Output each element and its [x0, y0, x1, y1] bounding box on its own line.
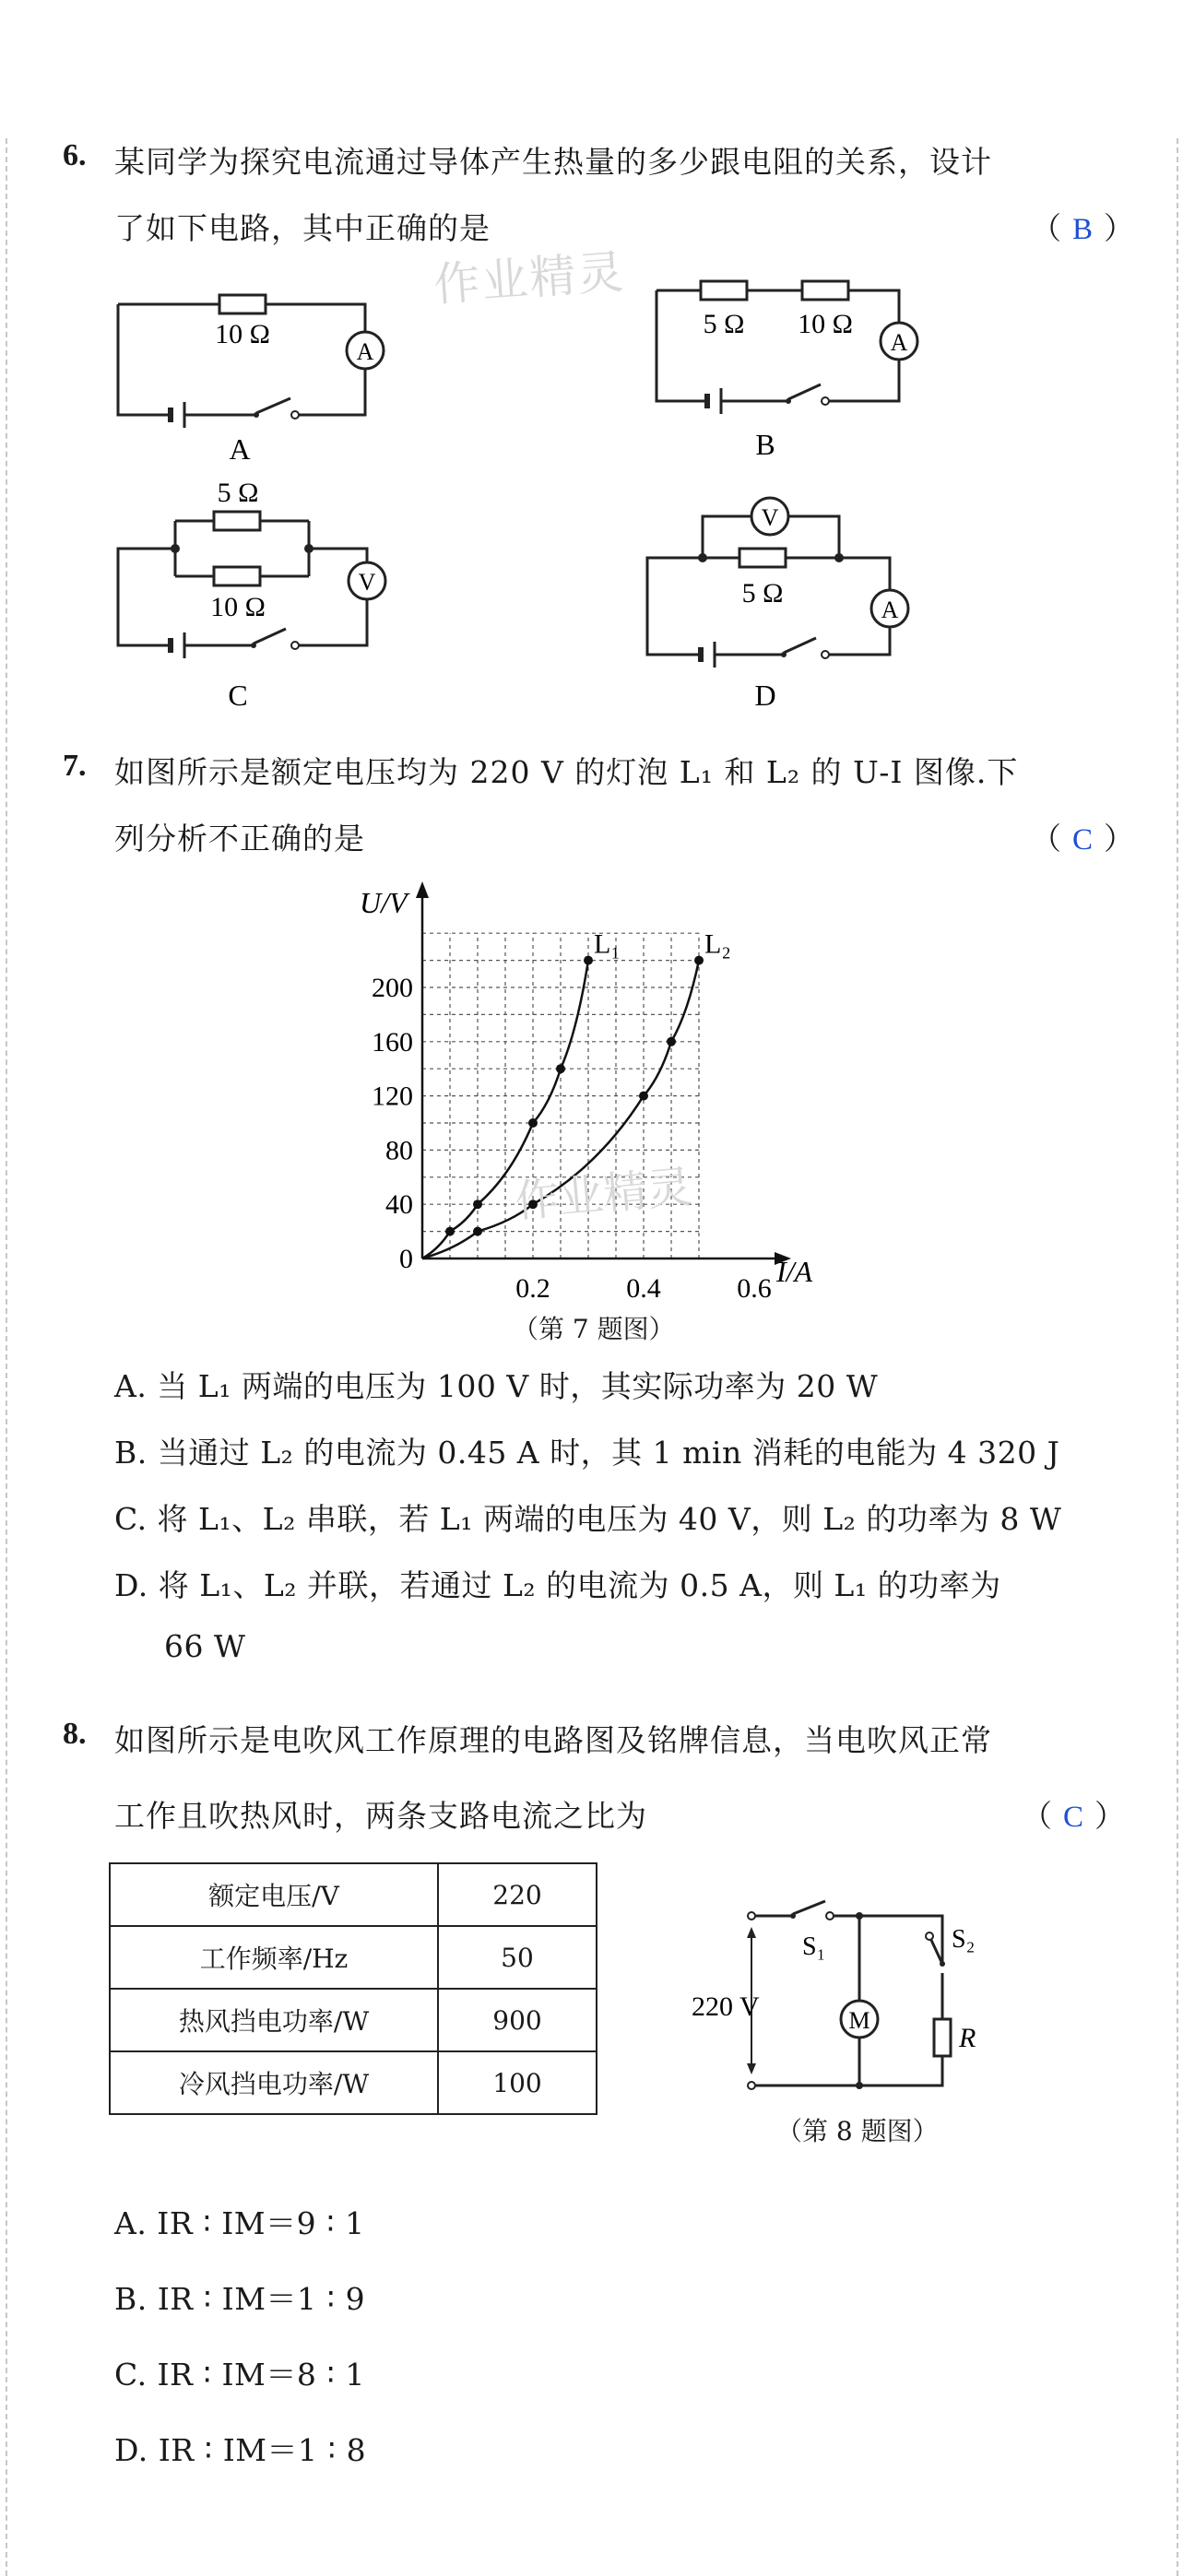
- data-point: [639, 1092, 648, 1101]
- bracket-open: （: [1031, 821, 1061, 857]
- table-row: [110, 1926, 597, 1989]
- switch-pivot: [254, 412, 259, 418]
- switch-contact: [291, 411, 299, 419]
- circuit-d-resistor: [739, 549, 786, 567]
- q8-text-line2: 工作且吹热风时，两条支路电流之比为: [114, 1798, 647, 1834]
- q6-text-line2: 了如下电路，其中正确的是: [114, 210, 491, 246]
- circuit-c-label: C: [228, 679, 248, 712]
- table-cell-value: 220: [438, 1863, 597, 1926]
- circuit-d-r1-label: 5 Ω: [741, 578, 784, 609]
- table-cell-value: 100: [438, 2051, 597, 2114]
- ui-chart: [341, 876, 858, 1309]
- right-margin-dashed-line: [1177, 138, 1178, 2576]
- bracket-close: ）: [1104, 821, 1135, 857]
- q8-caption: （第 8 题图）: [776, 2116, 939, 2146]
- q8-option-a: A. IR ∶ IM＝9 ∶ 1: [114, 2205, 365, 2241]
- y-axis-arrow-icon: [416, 881, 429, 898]
- q8-number: 8.: [63, 1717, 87, 1751]
- data-point: [528, 1118, 538, 1128]
- terminal-bottom: [748, 2082, 755, 2089]
- q7-answer-bracket: [1031, 815, 1134, 858]
- q8-option-b: B. IR ∶ IM＝1 ∶ 9: [114, 2281, 366, 2317]
- y-tick-label: 80: [385, 1135, 413, 1166]
- circuit-a-label: A: [229, 432, 251, 466]
- data-point: [694, 956, 704, 965]
- circuit-c-resistor-10: [214, 567, 260, 585]
- q6-answer: B: [1072, 213, 1094, 246]
- q6-number: 6.: [63, 138, 87, 172]
- data-point: [584, 956, 593, 965]
- circuit-a-meter-label: A: [356, 338, 374, 365]
- circuit-c: [101, 470, 396, 719]
- q7-option-d-line2: 66 W: [164, 1628, 246, 1664]
- circuit-a: [101, 277, 396, 470]
- data-point: [667, 1037, 676, 1046]
- circuit-c-resistor-5: [214, 512, 260, 530]
- x-tick-label: 0.6: [737, 1273, 772, 1304]
- y-tick-label: 200: [372, 973, 413, 1003]
- series-label: L₂: [704, 928, 731, 960]
- left-margin-dashed-line: [6, 138, 7, 2576]
- circuit-b-r2-label: 10 Ω: [798, 309, 853, 339]
- q6-answer-bracket: [1031, 205, 1134, 248]
- chart-ticks: [372, 973, 772, 1304]
- circuit-c-meter-label: V: [358, 569, 376, 596]
- bracket-open: （: [1022, 1798, 1052, 1834]
- q7-option-d-line1: D. 将 L₁、L₂ 并联，若通过 L₂ 的电流为 0.5 A，则 L₁ 的功率为: [114, 1567, 1001, 1603]
- circuit-a-resistor: [219, 295, 266, 313]
- circuit-c-r1-label: 5 Ω: [217, 478, 259, 508]
- circuit-b-label: B: [755, 428, 775, 461]
- chart-watermark: 作业精灵: [513, 1163, 694, 1227]
- x-tick-label: 0.2: [515, 1273, 550, 1304]
- bracket-close: ）: [1094, 1798, 1126, 1834]
- circuit-b: [636, 272, 931, 470]
- table-row: [110, 1863, 597, 1926]
- q7-option-c: C. 将 L₁、L₂ 串联，若 L₁ 两端的电压为 40 V，则 L₂ 的功率为 8 W: [114, 1501, 1062, 1537]
- q8-option-c: C. IR ∶ IM＝8 ∶ 1: [114, 2357, 365, 2393]
- q7-text-line1: 如图所示是额定电压均为 220 V 的灯泡 L₁ 和 L₂ 的 U-I 图像.下: [114, 754, 1019, 790]
- y-tick-label: 160: [372, 1026, 413, 1058]
- chart-y-label: U/V: [360, 886, 408, 919]
- x-tick-label: 0.4: [626, 1273, 661, 1304]
- data-point: [445, 1227, 455, 1236]
- terminal-top: [748, 1912, 755, 1920]
- watermark-top: 作业精灵: [432, 244, 628, 313]
- circuit-d-meter-top-label: V: [761, 504, 779, 531]
- circuit-d: [636, 479, 931, 719]
- switch-s2-label: S₂: [952, 1925, 976, 1954]
- circuit-b-meter-label: A: [890, 329, 908, 356]
- resistor-r: [934, 2019, 951, 2056]
- data-point: [556, 1064, 565, 1073]
- circuit-d-label: D: [754, 679, 776, 712]
- table-row: [110, 1989, 597, 2051]
- q8-option-d: D. IR ∶ IM＝1 ∶ 8: [114, 2432, 367, 2468]
- bracket-open: （: [1031, 210, 1061, 246]
- q7-option-b: B. 当通过 L₂ 的电流为 0.45 A 时，其 1 min 消耗的电能为 4 320 J: [114, 1435, 1060, 1471]
- q7-caption: （第 7 题图）: [513, 1314, 675, 1344]
- table-cell-name: 额定电压/V: [110, 1863, 438, 1926]
- table-row: [110, 2051, 597, 2114]
- hairdryer-circuit: [692, 1899, 996, 2111]
- arrow-up-icon: [747, 1927, 756, 1938]
- table-cell-value: 50: [438, 1926, 597, 1989]
- y-tick-label: 40: [385, 1189, 413, 1221]
- chart-x-label: I/A: [776, 1255, 813, 1288]
- circuit-d-meter-label: A: [881, 597, 899, 623]
- circuit-b-resistor-10: [802, 281, 848, 300]
- switch-s1-label: S₁: [802, 1932, 826, 1961]
- circuit-b-resistor-5: [701, 281, 747, 300]
- q8-answer: C: [1063, 1801, 1084, 1834]
- q7-text-line2: 列分析不正确的是: [114, 821, 365, 857]
- y-tick-label: 120: [372, 1081, 413, 1112]
- series-label: L₁: [594, 928, 621, 960]
- table-cell-name: 热风挡电功率/W: [110, 1989, 438, 2051]
- bracket-close: ）: [1104, 210, 1135, 246]
- q7-number: 7.: [63, 749, 87, 783]
- q7-option-a: A. 当 L₁ 两端的电压为 100 V 时，其实际功率为 20 W: [114, 1368, 879, 1404]
- circuit-b-r1-label: 5 Ω: [703, 309, 745, 339]
- data-point: [473, 1199, 482, 1209]
- q6-text-line1: 某同学为探究电流通过导体产生热量的多少跟电阻的关系，设计: [114, 144, 992, 180]
- table-cell-value: 900: [438, 1989, 597, 2051]
- table-cell-name: 工作频率/Hz: [110, 1926, 438, 1989]
- data-point: [473, 1227, 482, 1236]
- resistor-label: R: [959, 2023, 976, 2053]
- q8-text-line1: 如图所示是电吹风工作原理的电路图及铭牌信息，当电吹风正常: [114, 1722, 992, 1758]
- q7-answer: C: [1072, 823, 1094, 857]
- motor-label: M: [848, 2007, 870, 2034]
- voltage-label: 220 V: [692, 1991, 760, 2022]
- circuit-c-r2-label: 10 Ω: [210, 592, 266, 622]
- arrow-down-icon: [747, 2063, 756, 2074]
- q8-answer-bracket: [1022, 1792, 1125, 1836]
- table-cell-name: 冷风挡电功率/W: [110, 2051, 438, 2114]
- circuit-a-r1-label: 10 Ω: [215, 319, 270, 349]
- y-tick-label: 0: [399, 1244, 413, 1274]
- spec-table: [109, 1862, 597, 2115]
